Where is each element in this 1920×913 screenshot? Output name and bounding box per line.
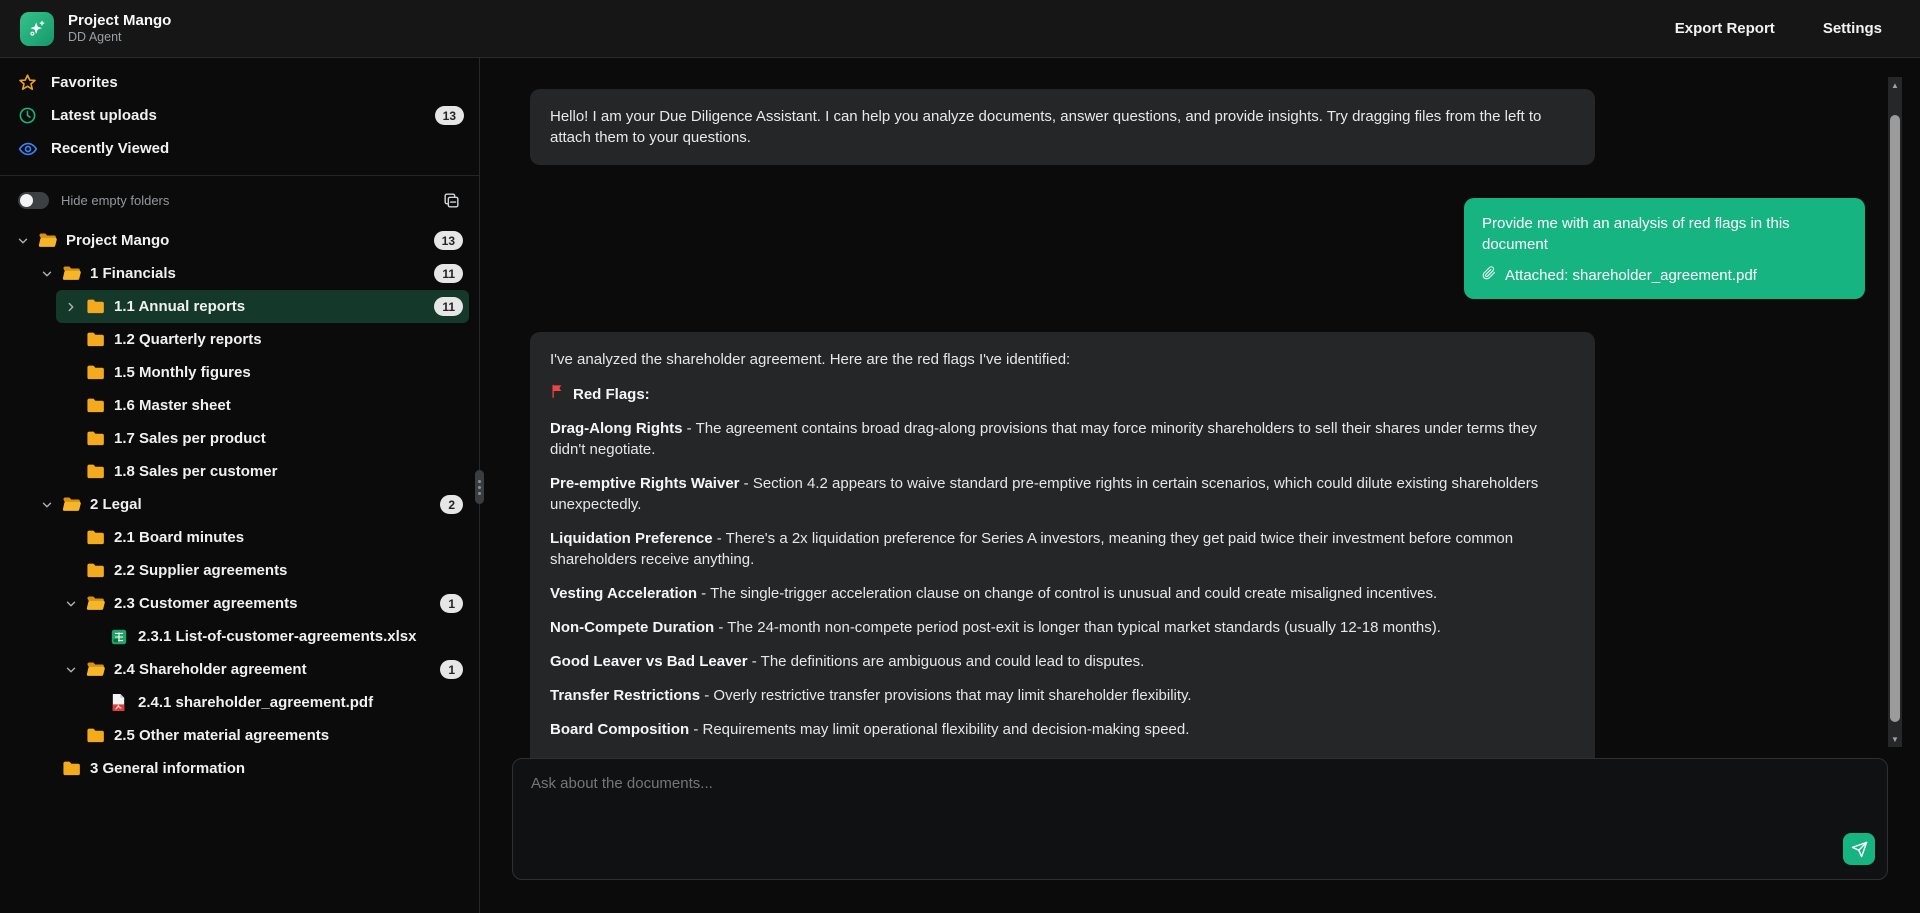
star-icon xyxy=(18,73,38,93)
red-flag-term: Pre-emptive Rights Waiver xyxy=(550,475,740,492)
top-header xyxy=(0,0,1920,58)
message-text: Hello! I am your Due Diligence Assistant. I can help you analyze documents, answer questions, and provide insights. Try dragging files from the left to attach them to your questions. xyxy=(550,108,1542,146)
red-flag-term: Good Leaver vs Bad Leaver xyxy=(550,653,748,670)
sidebar-item-label: Latest uploads xyxy=(51,107,157,124)
chevron-spacer xyxy=(64,563,86,579)
toggle-label: Hide empty folders xyxy=(61,192,170,208)
chevron-spacer xyxy=(64,530,86,546)
tree-item-2-legal[interactable] xyxy=(32,488,469,521)
count-badge: 11 xyxy=(434,297,463,316)
chevron-spacer xyxy=(64,431,86,447)
chevron-down-icon[interactable] xyxy=(64,662,86,678)
tree-item-label: 2.3.1 List-of-customer-agreements.xlsx xyxy=(138,628,417,645)
tree-item-2-5-other-material-agreements[interactable] xyxy=(56,719,469,752)
chat-input-box xyxy=(512,758,1888,880)
pdf-icon xyxy=(110,693,129,712)
tree-item-label: 1.8 Sales per customer xyxy=(114,463,278,480)
red-flag-item xyxy=(550,651,1575,672)
scroll-up-button[interactable]: ▲ xyxy=(1888,78,1902,92)
tree-item-label: 2.1 Board minutes xyxy=(114,529,245,546)
red-flag-term: Transfer Restrictions xyxy=(550,687,701,704)
red-flag-item xyxy=(550,418,1575,460)
tree-item-label: 2 Legal xyxy=(90,496,142,513)
tree-item-1-5-monthly-figures[interactable] xyxy=(56,356,469,389)
chevron-down-icon[interactable] xyxy=(40,266,62,282)
collapse-all-button[interactable] xyxy=(442,191,461,210)
red-flag-item xyxy=(550,719,1575,740)
count-badge: 13 xyxy=(434,231,463,250)
count-badge: 2 xyxy=(440,495,463,514)
red-flag-desc: - There's a 2x liquidation preference for Series A investors, meaning they get paid twice their investment before common shareholders receive anything. xyxy=(550,530,1514,568)
tree-item-3-general-information[interactable] xyxy=(32,752,469,785)
folder-icon xyxy=(86,528,105,547)
page-subtitle: DD Agent xyxy=(68,30,122,44)
analysis-intro: I've analyzed the shareholder agreement. Here are the red flags I've identified: xyxy=(550,351,1071,368)
hide-empty-folders-row xyxy=(0,184,479,216)
settings-button[interactable]: Settings xyxy=(1822,20,1882,37)
paperclip-icon xyxy=(1482,266,1496,284)
send-icon xyxy=(1851,841,1868,858)
folder-icon xyxy=(86,561,105,580)
chat-scrollbar xyxy=(1888,77,1902,747)
tree-item-1-6-master-sheet[interactable] xyxy=(56,389,469,422)
folder-open-icon xyxy=(86,660,105,679)
tree-item-label: 1.6 Master sheet xyxy=(114,397,231,414)
red-flag-desc: - The definitions are ambiguous and could lead to disputes. xyxy=(751,653,1145,670)
sparkles-icon xyxy=(27,19,47,39)
chevron-down-icon[interactable] xyxy=(16,233,38,249)
chevron-spacer xyxy=(64,398,86,414)
sidebar-item-favorites[interactable] xyxy=(0,66,479,99)
sidebar-resize-handle[interactable] xyxy=(475,470,484,504)
quick-links xyxy=(0,58,479,165)
folder-icon xyxy=(86,429,105,448)
tree-item-label: 3 General information xyxy=(90,760,246,777)
attachment-chip[interactable] xyxy=(1482,266,1847,284)
chevron-spacer xyxy=(88,695,110,711)
chevron-down-icon[interactable] xyxy=(64,596,86,612)
chevron-spacer xyxy=(64,365,86,381)
tree-item-label: 1.2 Quarterly reports xyxy=(114,331,262,348)
tree-item-2-1-board-minutes[interactable] xyxy=(56,521,469,554)
red-flag-term: Non-Compete Duration xyxy=(550,619,715,636)
export-report-button[interactable]: Export Report xyxy=(1674,20,1775,37)
scrollbar-thumb[interactable] xyxy=(1890,115,1900,722)
tree-item-2-4-shareholder-agreement[interactable] xyxy=(56,653,469,686)
red-flag-desc: - The agreement contains broad drag-along provisions that may force minority shareholders to sell their shares under terms they didn't negotiate. xyxy=(550,420,1537,458)
sidebar xyxy=(0,58,480,913)
red-flag-term: Liquidation Preference xyxy=(550,530,713,547)
tree-item-2-4-1-shareholder-agreement-pdf[interactable] xyxy=(80,686,469,719)
scroll-down-button[interactable]: ▼ xyxy=(1888,732,1902,746)
red-flag-desc: - The single-trigger acceleration clause on change of control is unusual and could create misaligned incentives. xyxy=(701,585,1438,602)
user-message xyxy=(1464,198,1865,299)
flag-icon xyxy=(550,383,565,405)
assistant-message xyxy=(530,89,1595,165)
message-text: Provide me with an analysis of red flags in this document xyxy=(1482,215,1790,253)
red-flag-item xyxy=(550,473,1575,515)
count-badge: 13 xyxy=(435,106,464,125)
clock-icon xyxy=(18,106,38,126)
folder-open-icon xyxy=(86,594,105,613)
folder-icon xyxy=(86,363,105,382)
tree-item-label: 1.5 Monthly figures xyxy=(114,364,251,381)
tree-item-project-mango[interactable] xyxy=(8,224,469,257)
folder-icon xyxy=(86,396,105,415)
red-flag-desc: - Section 4.2 appears to waive standard pre-emptive rights in certain scenarios, which could dilute existing shareholders unexpectedly. xyxy=(550,475,1539,513)
count-badge: 1 xyxy=(440,594,463,613)
chevron-spacer xyxy=(88,629,110,645)
chevron-spacer xyxy=(64,728,86,744)
folder-icon xyxy=(86,297,105,316)
red-flag-item xyxy=(550,583,1575,604)
folder-icon xyxy=(62,759,81,778)
excel-icon xyxy=(110,627,129,646)
tree-item-2-3-customer-agreements[interactable] xyxy=(56,587,469,620)
folder-open-icon xyxy=(38,231,57,250)
red-flag-item xyxy=(550,528,1575,570)
tree-item-label: 2.2 Supplier agreements xyxy=(114,562,288,579)
eye-icon xyxy=(18,139,38,159)
folder-open-icon xyxy=(62,264,81,283)
message-list xyxy=(481,58,1920,738)
tree-item-1-2-quarterly-reports[interactable] xyxy=(56,323,469,356)
folder-icon xyxy=(86,726,105,745)
send-button[interactable] xyxy=(1843,833,1875,865)
folder-tree xyxy=(0,224,479,785)
count-badge: 1 xyxy=(440,660,463,679)
sidebar-item-latest-uploads[interactable] xyxy=(0,99,479,132)
chevron-down-icon[interactable] xyxy=(40,497,62,513)
chat-input[interactable] xyxy=(513,759,1887,879)
tree-item-label: 1.1 Annual reports xyxy=(114,298,246,315)
sidebar-item-recently-viewed[interactable] xyxy=(0,132,479,165)
folder-icon xyxy=(86,330,105,349)
chevron-right-icon[interactable] xyxy=(64,299,86,315)
tree-item-2-3-1-list-of-customer-agreements-xlsx[interactable] xyxy=(80,620,469,653)
red-flag-item xyxy=(550,685,1575,706)
red-flag-term: Drag-Along Rights xyxy=(550,420,683,437)
chevron-spacer xyxy=(64,332,86,348)
attachment-label: Attached: shareholder_agreement.pdf xyxy=(1505,266,1757,284)
tree-item-1-7-sales-per-product[interactable] xyxy=(56,422,469,455)
sidebar-item-label: Favorites xyxy=(51,74,118,91)
tree-item-label: 2.3 Customer agreements xyxy=(114,595,298,612)
tree-item-1-1-annual-reports[interactable] xyxy=(56,290,469,323)
tree-item-1-financials[interactable] xyxy=(32,257,469,290)
folder-open-icon xyxy=(62,495,81,514)
red-flags-heading: Red Flags: xyxy=(550,383,1575,405)
page-title: Project Mango xyxy=(68,12,172,29)
sidebar-item-label: Recently Viewed xyxy=(51,140,170,157)
collapse-all-icon xyxy=(442,191,461,210)
chevron-spacer xyxy=(64,464,86,480)
assistant-message xyxy=(530,332,1595,804)
hide-empty-folders-toggle[interactable] xyxy=(18,192,49,209)
chevron-spacer xyxy=(40,761,62,777)
red-flag-term: Vesting Acceleration xyxy=(550,585,697,602)
tree-item-label: Project Mango xyxy=(66,232,170,249)
app-logo xyxy=(20,12,54,46)
count-badge: 11 xyxy=(434,264,463,283)
tree-item-label: 1.7 Sales per product xyxy=(114,430,266,447)
red-flag-desc: - The 24-month non-compete period post-exit is longer than typical market standards (usually 12-18 months). xyxy=(718,619,1441,636)
tree-item-label: 1 Financials xyxy=(90,265,176,282)
red-flag-item xyxy=(550,617,1575,638)
tree-item-label: 2.5 Other material agreements xyxy=(114,727,330,744)
red-flag-desc: - Requirements may limit operational flexibility and decision-making speed. xyxy=(693,721,1190,738)
divider xyxy=(0,175,479,176)
folder-icon xyxy=(86,462,105,481)
red-flag-term: Board Composition xyxy=(550,721,690,738)
tree-item-label: 2.4 Shareholder agreement xyxy=(114,661,307,678)
tree-item-2-2-supplier-agreements[interactable] xyxy=(56,554,469,587)
tree-item-label: 2.4.1 shareholder_agreement.pdf xyxy=(138,694,374,711)
tree-item-1-8-sales-per-customer[interactable] xyxy=(56,455,469,488)
red-flag-desc: - Overly restrictive transfer provisions that may limit shareholder flexibility. xyxy=(704,687,1192,704)
chat-panel xyxy=(481,58,1920,913)
